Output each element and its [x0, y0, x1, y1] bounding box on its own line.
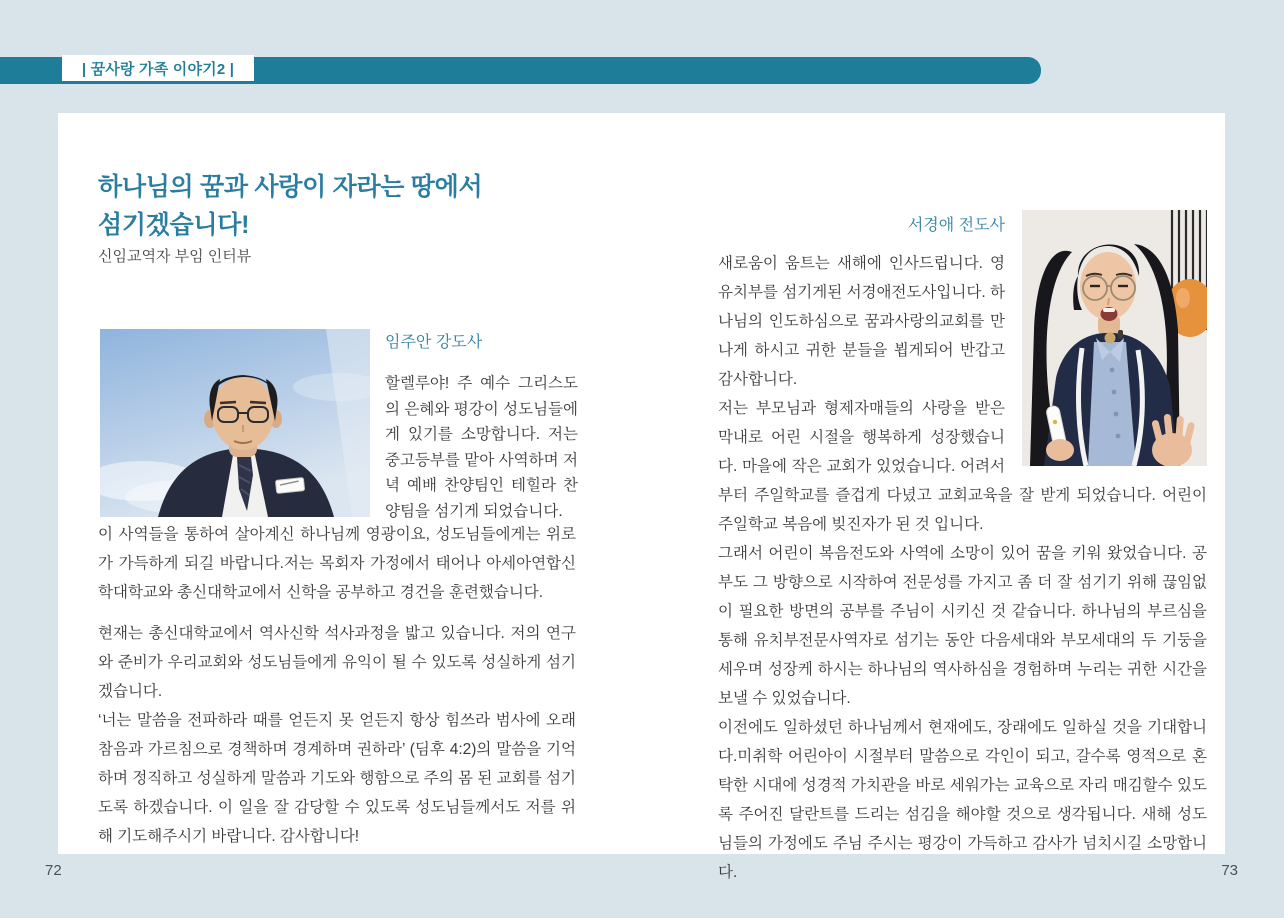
section-banner-text: | 꿈사랑 가족 이야기2 |: [81, 60, 235, 78]
page-number-right: 73: [1221, 862, 1238, 879]
interviewee-name-right: 서경애 전도사: [907, 217, 1005, 234]
article-title-line1: 하나님의 꿈과 사랑이 자라는 땅에서: [98, 173, 483, 201]
portrait-photo-right: [1022, 210, 1207, 466]
right-article-column: [718, 210, 1207, 887]
page-number-left: 72: [45, 862, 62, 879]
article-subtitle: 신임교역자 부임 인터뷰: [98, 248, 252, 265]
portrait-photo-left: [100, 329, 370, 517]
section-banner-label: [62, 55, 254, 81]
portrait-photo-right-graphic: [1022, 210, 1207, 466]
left-intro-paragraph: [385, 371, 578, 524]
left-paragraph-3-text: 현재는 총신대학교에서 역사신학 석사과정을 밟고 있습니다. 저의 연구와 준비가 우리교회와 성도님들에게 유익이 될 수 있도록 성실하게 섬기겠습니다.: [98, 625, 576, 700]
content-panel: [58, 113, 1225, 881]
article-title-line2: 섬기겠습니다!: [98, 211, 250, 239]
interviewee-name-left: 임주안 강도사: [385, 334, 483, 351]
right-paragraph-1-text: 새로움이 움트는 새해에 인사드립니다. 영유치부를 섬기게된 서경애전도사입니다. 하나님의 인도하심으로 꿈과사랑의교회를 만나게 하시고 귀한 분들을 뵙게되어 반갑고 감사합니다.: [718, 255, 1005, 388]
right-paragraph-3-text: 그래서 어린이 복음전도와 사역에 소망이 있어 꿈을 키워 왔었습니다. 공부도 그 방향으로 시작하여 전문성를 가지고 좀 더 잘 섬기기 위해 끊임없이 필요한 방면의 공부를 주님이 시키신 것 같습니다. 하나님의 부르심을 통해 유치부전문사역자로 섬기는 동안 다음세대와 부모세대의 두 기둥을 세우며 성장케 하시는 하나님의 역사하심을 경험하며 누리는 귀한 시간을 보낼 수 있었습니다.: [718, 545, 1207, 707]
left-intro-text: 할렐루야! 주 예수 그리스도의 은혜와 평강이 성도님들에게 있기를 소망합니다. 저는 중고등부를 맡아 사역하며 저녁 예배 찬양팀인 테힐라 찬양팀을 섬기게 되었습니다.: [385, 375, 578, 520]
left-paragraph-2: [98, 520, 576, 607]
article-title: [98, 168, 482, 244]
left-paragraph-group: [98, 619, 576, 851]
section-banner: [0, 57, 1041, 84]
left-paragraph-2-text: 이 사역들을 통하여 살아계신 하나님께 영광이요, 성도님들에게는 위로가 가득하게 되길 바랍니다.저는 목회자 가정에서 태어나 아세아연합신학대학교와 총신대학교에서 신학을 공부하고 경건을 훈련했습니다.: [98, 526, 576, 601]
right-paragraph-2-text: 저는 부모님과 형제자매들의 사랑을 받은 막내로 어린 시절을 행복하게 성장했습니다. 마을에 작은 교회가 있었습니다. 어려서부터 주일학교를 즐겁게 다녔고 교회교육을 잘 받게 되었습니다. 어린이 주일학교 복음에 빚진자가 된 것 입니다.: [718, 400, 1207, 533]
left-paragraph-4-text: ‘너는 말씀을 전파하라 때를 얻든지 못 얻든지 항상 힘쓰라 범사에 오래 참음과 가르침으로 경책하며 경계하며 권하라’ (딤후 4:2)의 말씀을 기억하며 정직하고 성실하게 말씀과 기도와 행함으로 주의 몸 된 교회를 섬기도록 하겠습니다. 이 일을 잘 감당할 수 있도록 성도님들께서도 저를 위해 기도해주시기 바랍니다. 감사합니다!: [98, 712, 576, 845]
portrait-photo-left-graphic: [100, 329, 370, 517]
right-paragraph-4-text: 이전에도 일하셨던 하나님께서 현재에도, 장래에도 일하실 것을 기대합니다.미취학 어린아이 시절부터 말씀으로 각인이 되고, 갈수록 영적으로 혼탁한 시대에 성경적 가치관을 바로 세워가는 교육으로 자리 매김할수 있도록 주어진 달란트를 드리는 섬김을 해야할 것으로 생각됩니다. 새해 성도님들의 가정에도 주님 주시는 평강이 가득하고 감사가 넘치시길 소망합니다.: [718, 719, 1207, 881]
